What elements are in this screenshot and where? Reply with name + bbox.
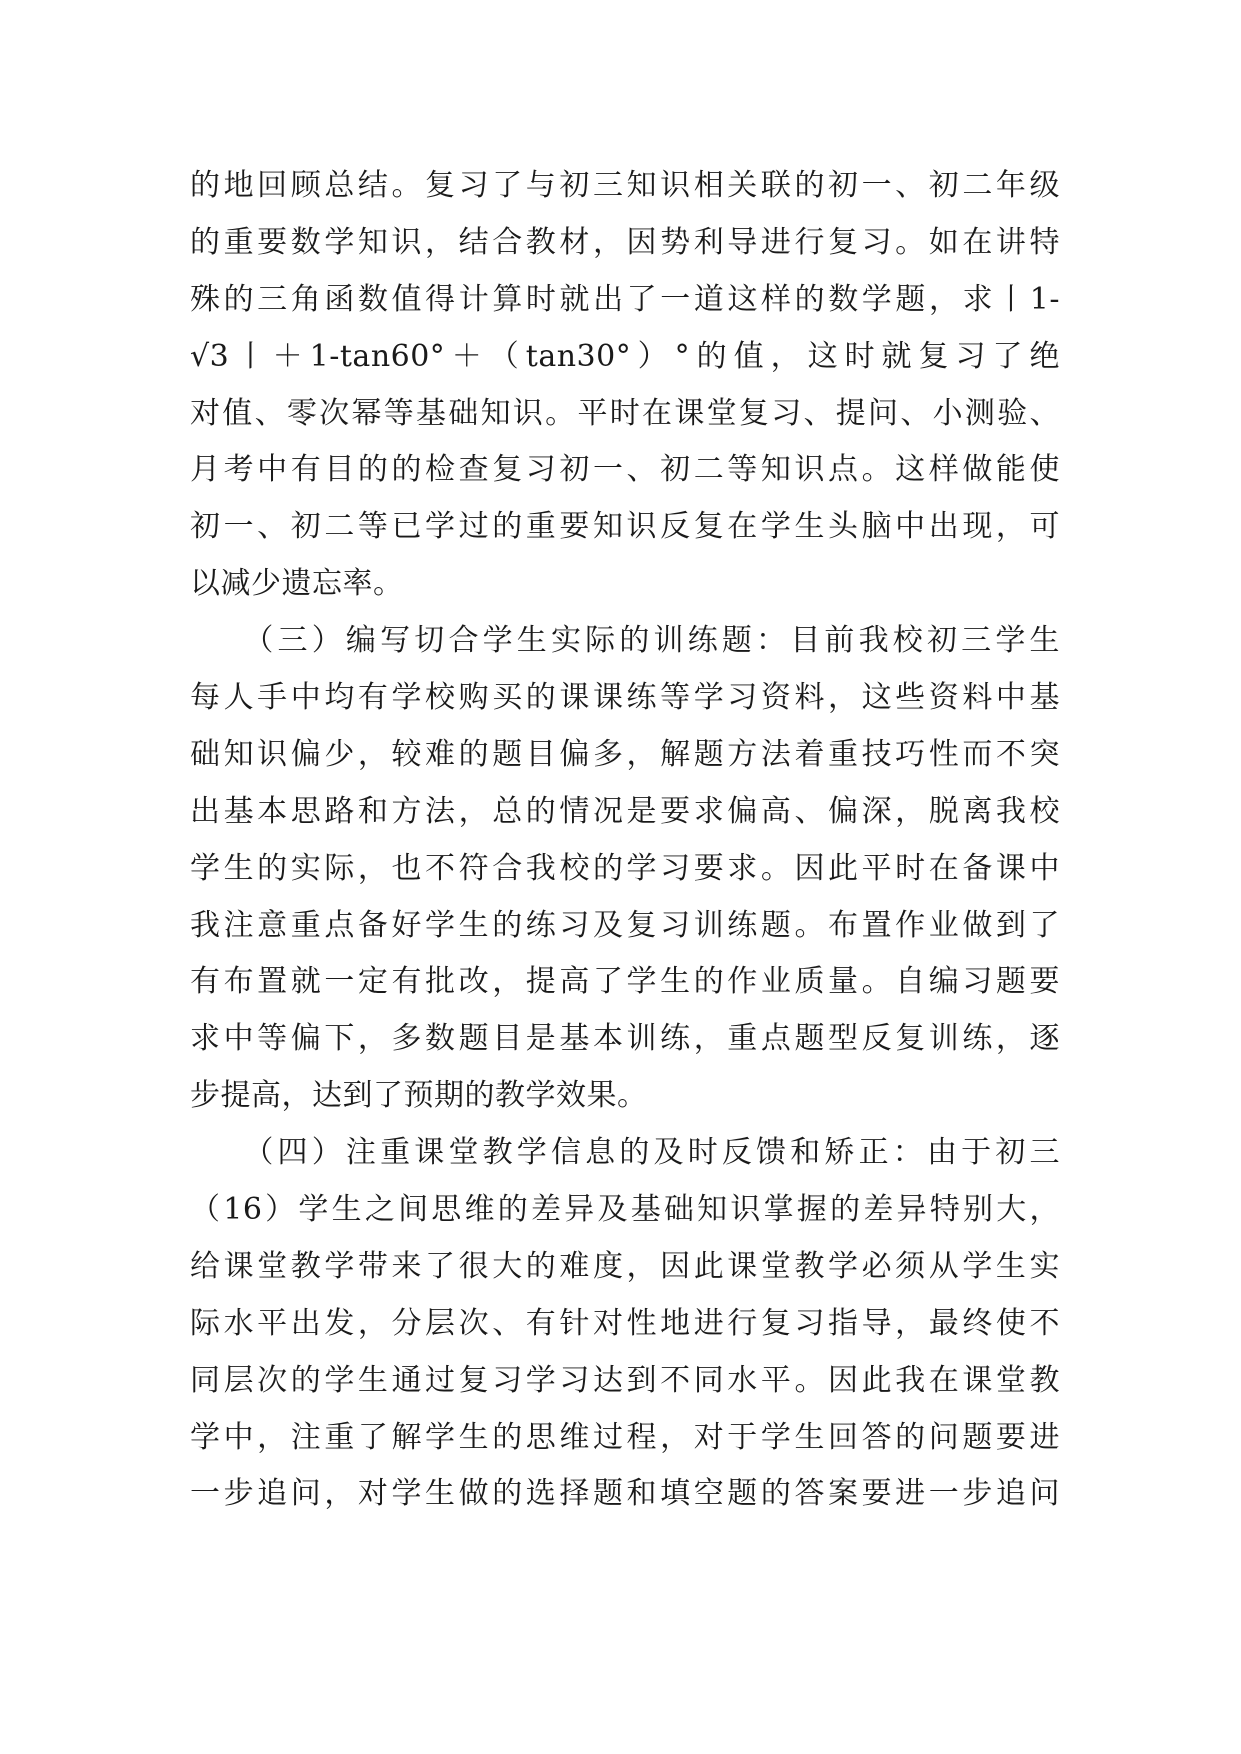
text-line: 求中等偏下，多数题目是基本训练，重点题型反复训练，逐 [190, 1021, 1060, 1057]
text-line: 对值、零次幂等基础知识。平时在课堂复习、提问、小测验、 [190, 395, 1060, 431]
text-line: 初一、初二等已学过的重要知识反复在学生头脑中出现，可 [190, 509, 1060, 545]
text-line: 的重要数学知识，结合教材，因势利导进行复习。如在讲特 [190, 224, 1060, 260]
text-line: 每人手中均有学校购买的课课练等学习资料，这些资料中基 [190, 680, 1060, 716]
text-line: √3丨＋1-tan60°＋（tan30°）°的值，这时就复习了绝 [190, 338, 1060, 374]
text-line: 的地回顾总结。复习了与初三知识相关联的初一、初二年级 [190, 168, 1060, 203]
text-line: 我注意重点备好学生的练习及复习训练题。布置作业做到了 [190, 907, 1060, 943]
text-line: 出基本思路和方法，总的情况是要求偏高、偏深，脱离我校 [190, 793, 1060, 829]
text-line: 同层次的学生通过复习学习达到不同水平。因此我在课堂教 [190, 1362, 1060, 1398]
text-line: 步提高，达到了预期的教学效果。 [190, 1078, 648, 1114]
text-line: 一步追问，对学生做的选择题和填空题的答案要进一步追问 [190, 1476, 1060, 1512]
text-line: 有布置就一定有批改，提高了学生的作业质量。自编习题要 [190, 964, 1060, 1000]
text-line: 际水平出发，分层次、有针对性地进行复习指导，最终使不 [190, 1305, 1060, 1341]
text-line: 给课堂教学带来了很大的难度，因此课堂教学必须从学生实 [190, 1248, 1060, 1284]
text-line: （四）注重课堂教学信息的及时反馈和矫正：由于初三 [190, 1135, 1060, 1171]
text-line: 学生的实际，也不符合我校的学习要求。因此平时在备课中 [190, 850, 1060, 886]
text-line: 以减少遗忘率。 [190, 566, 404, 602]
text-line: 础知识偏少，较难的题目偏多，解题方法着重技巧性而不突 [190, 736, 1060, 772]
text-line: （16）学生之间思维的差异及基础知识掌握的差异特别大， [190, 1192, 1060, 1228]
text-line: 殊的三角函数值得计算时就出了一道这样的数学题，求丨1- [190, 281, 1060, 317]
text-line: 月考中有目的的检查复习初一、初二等知识点。这样做能使 [190, 452, 1060, 488]
text-line: 学中，注重了解学生的思维过程，对于学生回答的问题要进 [190, 1419, 1060, 1455]
body-text [190, 158, 1060, 1523]
text-line: （三）编写切合学生实际的训练题：目前我校初三学生 [190, 623, 1060, 659]
